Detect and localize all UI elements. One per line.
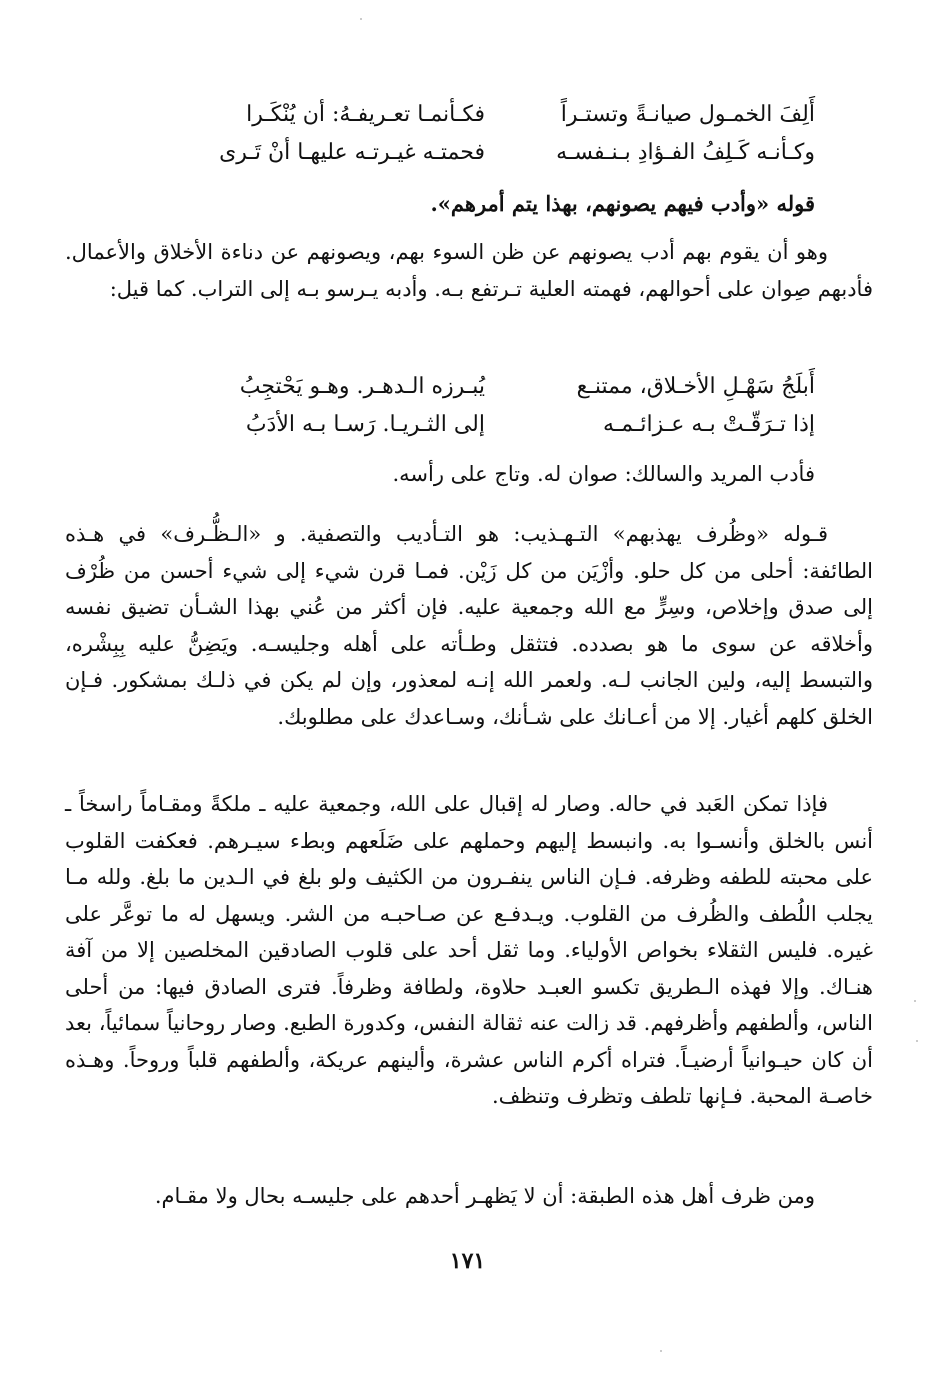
verse-line <box>195 406 815 444</box>
commentary-heading: قوله «وأدب فيهم يصونهم، بهذا يتم أمرهم». <box>430 191 815 216</box>
body-paragraph: ومن ظرف أهل هذه الطبقة: أن لا يَظهـر أحدهم على جليسـه بحال ولا مقـام. <box>154 1184 815 1208</box>
paper-speck <box>914 1000 916 1002</box>
verse-second-hemistich: فكـأنمـا تعـريفـهُ: أن يُنْكَـرا <box>246 102 485 127</box>
paper-speck <box>660 1350 662 1352</box>
paper-speck <box>916 1040 918 1042</box>
body-paragraph: فأدب المريد والسالك: صوان له. وتاج على رأسه. <box>392 462 815 486</box>
verse-line <box>195 368 815 406</box>
verse-first-hemistich: إذا تـرَقّـتْ بـه عـزائـمـه <box>603 412 815 437</box>
verse-line <box>195 96 815 134</box>
paper-speck <box>360 18 362 20</box>
page-number: ١٧١ <box>449 1248 486 1274</box>
body-paragraph: قـوله «وظُرف يهذبهم» التـهـذيب: هو التـأديب والتصفية. و «الـظُّـرف» في هـذه الطائفة: أحلى من كل حلو. وأزْيَن من كل زَيْن. فمـا قرن شيء إلى شيء أحسن من ظُرْف إلى صدق وإخلاص، وسِرٍّ مع الله وجمعية عليه. فإن أكثر من عُني بهذا الشـأن تضيق نفسه وأخلاقه عن سوى ما هو بصدده. فتثقل وطـأته على أهله وجليسـه. ويَضِنُّ عليه بِبِشْره، والتبسط إليه، ولين الجانب لـه. ولعمر الله إنـه لمعذور، وإن لم يكن في ذلـك بمشكور. فـإن الخلق كلهم أغيار. إلا من أعـانك على شـأنك، وسـاعدك على مطلوبك. <box>65 522 873 729</box>
verse-first-hemistich: أَبلَجُ سَهْـلِ الأخـلاق، ممتنـع <box>576 374 815 399</box>
poem-block-2 <box>195 368 815 444</box>
body-paragraph: وهو أن يقوم بهم أدب يصونهم عن ظن السوء بهم، ويصونهم عن دناءة الأخلاق والأعمال. فأدبهم صِوان على أحوالهم، فهمته العلية تـرتفع بـه. وأدبه يـرسو بـه إلى التراب. كما قيل: <box>65 240 873 301</box>
verse-second-hemistich: إلى الثـريـا. رَسـا بـه الأدَبُ <box>245 412 485 437</box>
body-paragraph: فإذا تمكن العَبد في حاله. وصار له إقبال على الله، وجمعية عليه ـ ملكةً ومقـاماً راسخاً ـ أنس بالخلق وأنسـوا به. وانبسط إليهم وحملهم على ضَلَعهم وبطء سيـرهم. فعكفت القلوب على محبته للطفه وظرفه. فـإن الناس ينفـرون من الكثيف ولو بلغ في الـدين ما بلغ. ولله مـا يجلب اللُطف والظُرف من القلوب. ويـدفـع عن صـاحبـه من الشر. ويسهل له ما توعَّر على غيره. فليس الثقلاء بخواص الأولياء. وما ثقل أحد على قلوب الصادقين المخلصين إلا من آفة هنـاك. وإلا فهذه الـطريق تكسو العبـد حلاوة، ولطافة وظرفاً. فترى الصادق فيها: من أحلى الناس، وألطفهم وأظرفهم. قد زالت عنه ثقالة النفس، وكدورة الطبع. وصار روحانياً سمائياً، بعد أن كان حيـوانياً أرضيـاً. فتراه أكرم الناس عشرة، وألينهم عريكة، وألطفهم قلباً وروحاً. وهـذه خاصـة المحبة. فـإنها تلطف وتظرف وتنظف. <box>65 792 873 1108</box>
poem-block-1 <box>195 96 815 172</box>
verse-second-hemistich: يُبـرزه الـدهـر. وهـو يَحْتجِبُ <box>239 374 485 399</box>
verse-line <box>195 134 815 172</box>
verse-first-hemistich: وكـأنـه كَـلِفُ الفـؤادِ بـنـفسـه <box>556 140 815 165</box>
verse-second-hemistich: فحمتـه غيـرتـه عليهـا أنْ تَـرى <box>219 140 485 165</box>
verse-first-hemistich: أَلِفَ الخمـول صيانـةً وتستـراً <box>560 102 815 127</box>
